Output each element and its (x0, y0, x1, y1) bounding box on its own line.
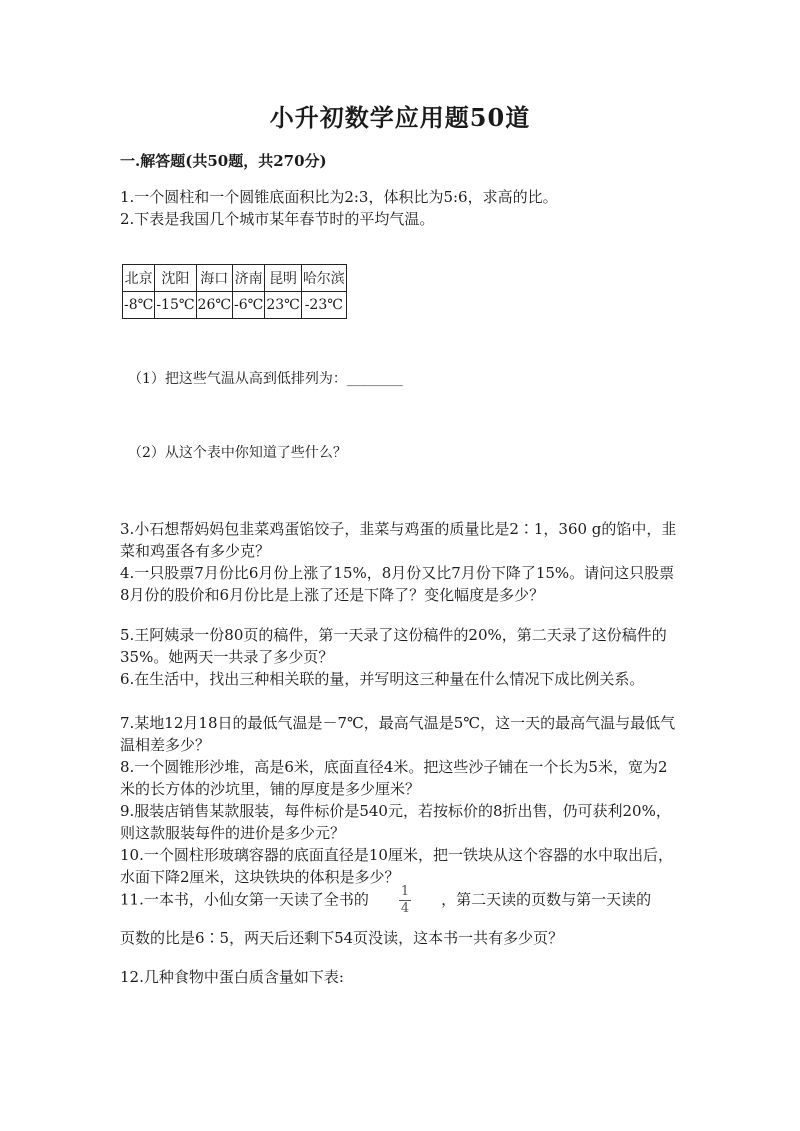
question-11 (120, 884, 680, 917)
part-1-text: （1）把这些气温从高到低排列为： (128, 371, 347, 387)
table-cell-city: 昆明 (265, 265, 301, 292)
table-header-row (123, 265, 347, 292)
table-cell-temp: -8℃ (123, 292, 155, 319)
question-11-text-after: ，第二天读的页数与第一天读的 (441, 890, 652, 909)
table-cell-city: 沈阳 (155, 265, 196, 292)
table-cell-city: 海口 (196, 265, 232, 292)
question-5: 5.王阿姨录一份80页的稿件，第一天录了这份稿件的20%，第二天录了这份稿件的35%。她两天一共录了多少页？ (120, 626, 667, 666)
answer-blank: ________ (346, 371, 403, 387)
question-2: 2.下表是我国几个城市某年春节时的平均气温。 (120, 210, 435, 228)
question-2-part-2: （2）从这个表中你知道了些什么？ (128, 445, 347, 461)
question-11-line-2: 页数的比是6∶5，两天后还剩下54页没读，这本书一共有多少页？ (120, 929, 564, 947)
table-cell-temp: -23℃ (301, 292, 346, 319)
question-7: 7.某地12月18日的最低气温是－7℃，最高气温是5℃，这一天的最高气温与最低气温相差多少？ (120, 714, 676, 754)
question-2-part-1 (128, 368, 403, 388)
table-cell-temp: 26℃ (196, 292, 232, 319)
table-cell-city: 北京 (123, 265, 155, 292)
question-10: 10.一个圆柱形玻璃容器的底面直径是10厘米，把一铁块从这个容器的水中取出后，水面下降2厘米，这块铁块的体积是多少？ (120, 846, 673, 886)
table-cell-temp: -6℃ (233, 292, 265, 319)
question-12: 12.几种食物中蛋白质含量如下表: (120, 968, 344, 986)
question-9: 9.服装店销售某款服装，每件标价是540元，若按标价的8折出售，仍可获利20%，则这款服装每件的进价是多少元？ (120, 802, 671, 842)
table-cell-temp: -15℃ (155, 292, 196, 319)
question-4: 4.一只股票7月份比6月份上涨了15%，8月份又比7月份下降了15%。请问这只股票8月份的股价和6月份比是上涨了还是下降了？变化幅度是多少？ (120, 564, 675, 604)
table-cell-city: 济南 (233, 265, 265, 292)
section-heading: 一.解答题(共50题，共270分) (120, 152, 327, 170)
fraction-one-quarter (399, 884, 411, 917)
page-title: 小升初数学应用题50道 (269, 103, 531, 132)
table-cell-city: 哈尔滨 (301, 265, 346, 292)
table-temp-row (123, 292, 347, 319)
question-8: 8.一个圆锥形沙堆，高是6米，底面直径4米。把这些沙子铺在一个长为5米，宽为2米的长方体的沙坑里，铺的厚度是多少厘米？ (120, 758, 668, 798)
fraction-numerator: 1 (400, 884, 410, 899)
question-11-text-before: 11.一本书，小仙女第一天读了全书的 (120, 890, 369, 909)
table-cell-temp: 23℃ (265, 292, 301, 319)
temperature-table (122, 264, 347, 319)
fraction-denominator: 4 (400, 901, 410, 916)
question-3: 3.小石想帮妈妈包韭菜鸡蛋馅饺子，韭菜与鸡蛋的质量比是2∶1，360 g的馅中，韭菜和鸡蛋各有多少克？ (120, 520, 677, 560)
question-6: 6.在生活中，找出三种相关联的量，并写明这三种量在什么情况下成比例关系。 (120, 670, 645, 688)
question-1: 1.一个圆柱和一个圆锥底面积比为2:3，体积比为5:6，求高的比。 (120, 188, 558, 206)
